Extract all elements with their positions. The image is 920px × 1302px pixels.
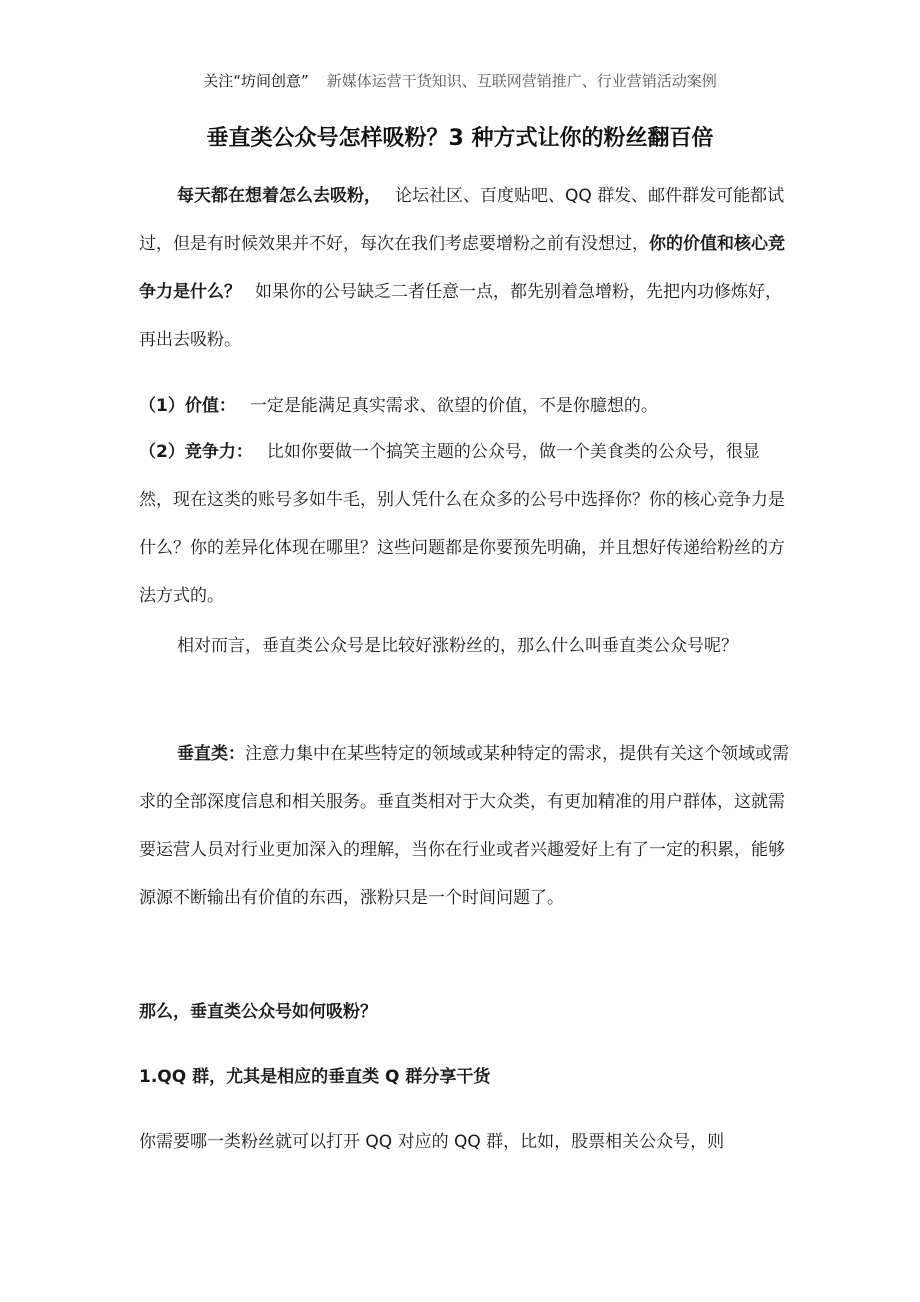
compete-text: 比如你要做一个搞笑主题的公众号，做一个美食类的公众号，很显然，现在这类的账号多如牛毛，别人凭什么在众多的公号中选择你？你的核心竞争力是什么？你的差异化体现在哪里？这些问题都是你要预先明确，并且想好传递给粉丝的方法方式的。 [139, 442, 785, 606]
vertical-label: 垂直类： [177, 744, 245, 764]
value-label: （1）价值： [139, 396, 236, 416]
method1-heading: 1.QQ 群，尤其是相应的垂直类 Q 群分享干货 [139, 1067, 491, 1087]
compete-label: （2）竞争力： [139, 442, 253, 462]
article-title: 垂直类公众号怎样吸粉？3 种方式让你的粉丝翻百倍 [206, 126, 714, 151]
method1-text: 你需要哪一类粉丝就可以打开 QQ 对应的 QQ 群，比如，股票相关公众号，则 [139, 1132, 725, 1152]
intro-bold-question: 你的价值和核心竞争力是什么？ [139, 234, 785, 302]
vertical-paragraph [139, 730, 789, 922]
value-paragraph [139, 382, 789, 430]
intro-paragraph [139, 172, 789, 364]
value-text: 一定是能满足真实需求、欲望的价值，不是你臆想的。 [249, 396, 658, 416]
howto-heading: 那么，垂直类公众号如何吸粉？ [139, 1002, 377, 1022]
intro-text-1: 论坛社区、百度贴吧、QQ 群发、邮件群发可能都试过，但是有时候效果并不好，每次在我们考虑要增粉之前有没想过， [139, 186, 785, 254]
relative-paragraph [139, 622, 789, 670]
relative-text: 相对而言，垂直类公众号是比较好涨粉丝的，那么什么叫垂直类公众号呢？ [177, 636, 738, 656]
header-tagline: 新媒体运营干货知识、互联网营销推广、行业营销活动案例 [326, 72, 717, 90]
vertical-text: 注意力集中在某些特定的领域或某种特定的需求，提供有关这个领域或需求的全部深度信息和相关服务。垂直类相对于大众类，有更加精准的用户群体，这就需要运营人员对行业更加深入的理解，当你在行业或者兴趣爱好上有了一定的积累，能够源源不断输出有价值的东西，涨粉只是一个时间问题了。 [139, 744, 789, 908]
header-brand: 关注“坊间创意” [203, 72, 309, 90]
intro-lead-bold: 每天都在想着怎么去吸粉， [177, 186, 381, 206]
page-header [0, 70, 920, 91]
intro-text-2: 如果你的公号缺乏二者任意一点，都先别着急增粉，先把内功修炼好，再出去吸粉。 [139, 282, 782, 350]
compete-paragraph [139, 428, 789, 620]
